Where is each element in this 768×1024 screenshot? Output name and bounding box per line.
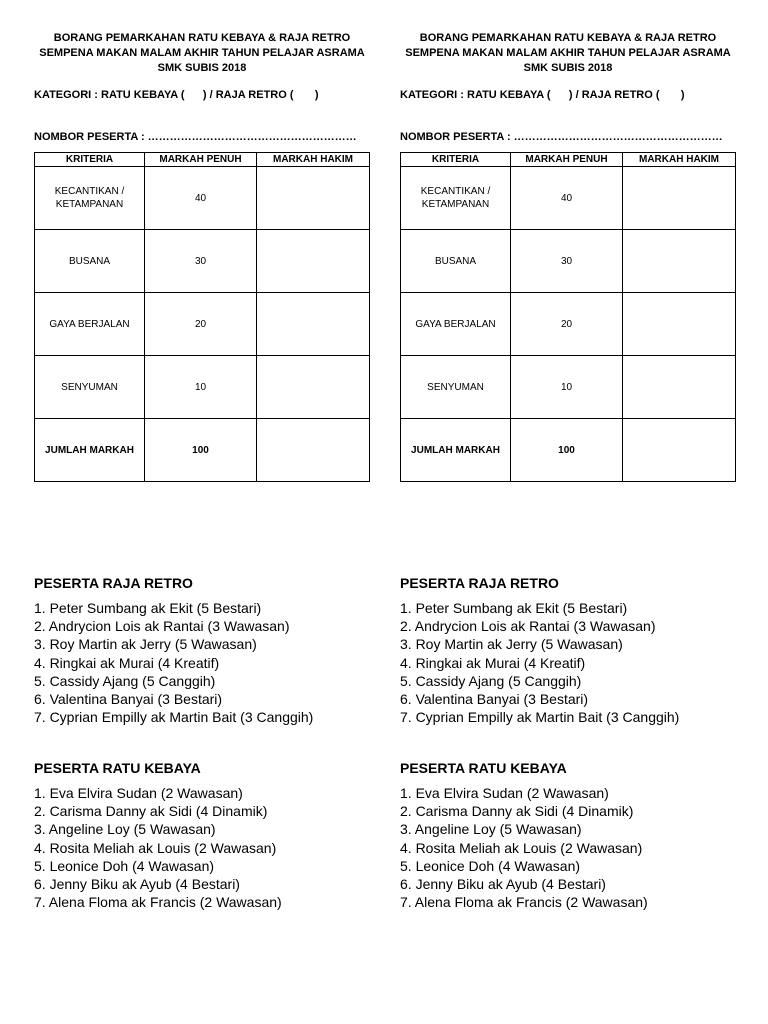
list-item: 6. Jenny Biku ak Ayub (4 Bestari) (34, 876, 240, 893)
markah-hakim-cell[interactable] (623, 167, 736, 230)
header-markah-hakim: MARKAH HAKIM (257, 153, 370, 167)
list-item: 1. Peter Sumbang ak Ekit (5 Bestari) (34, 600, 262, 616)
table-row (35, 230, 370, 293)
jumlah-markah-hakim[interactable] (257, 419, 370, 482)
ratu-kebaya-list (400, 784, 648, 911)
list-item: 7. Alena Floma ak Francis (2 Wawasan) (34, 894, 282, 911)
markah-hakim-cell[interactable] (623, 230, 736, 293)
markah-penuh-cell: 30 (145, 230, 257, 293)
nombor-peserta-field: NOMBOR PESERTA : ………………………………………………… (400, 131, 723, 143)
jumlah-markah-label: JUMLAH MARKAH (401, 419, 511, 482)
header-line-1: BORANG PEMARKAHAN RATU KEBAYA & RAJA RETRO (53, 32, 351, 44)
table-row (401, 230, 736, 293)
header-markah-hakim: MARKAH HAKIM (623, 153, 736, 167)
list-item: 6. Jenny Biku ak Ayub (4 Bestari) (400, 876, 606, 893)
raja-retro-list (34, 599, 313, 726)
markah-hakim-cell[interactable] (257, 356, 370, 419)
markah-hakim-cell[interactable] (623, 293, 736, 356)
form-header (400, 31, 736, 76)
ratu-kebaya-title: PESERTA RATU KEBAYA (34, 760, 201, 776)
kriteria-cell: GAYA BERJALAN (35, 293, 145, 356)
table-row (35, 293, 370, 356)
table-row (35, 167, 370, 230)
kriteria-cell: SENYUMAN (401, 356, 511, 419)
markah-penuh-cell: 10 (511, 356, 623, 419)
markah-hakim-cell[interactable] (623, 356, 736, 419)
header-line-2: SEMPENA MAKAN MALAM AKHIR TAHUN PELAJAR ASRAMA (39, 47, 365, 59)
table-row (35, 356, 370, 419)
raja-retro-title: PESERTA RAJA RETRO (400, 575, 559, 591)
list-item: 1. Eva Elvira Sudan (2 Wawasan) (34, 785, 243, 801)
list-item: 6. Valentina Banyai (3 Bestari) (34, 691, 223, 708)
list-item: 5. Cassidy Ajang (5 Canggih) (34, 672, 216, 689)
header-line-1: BORANG PEMARKAHAN RATU KEBAYA & RAJA RETRO (419, 32, 717, 44)
markah-penuh-cell: 20 (145, 293, 257, 356)
list-item: 5. Leonice Doh (4 Wawasan) (400, 857, 581, 874)
kategori-field: KATEGORI : RATU KEBAYA ( ) / RAJA RETRO ( ) (400, 89, 685, 101)
list-item: 3. Angeline Loy (5 Wawasan) (34, 821, 216, 838)
table-header-row (35, 153, 370, 167)
scoring-table (400, 152, 736, 482)
kriteria-cell: KECANTIKAN / KETAMPANAN (35, 167, 145, 230)
ratu-kebaya-title: PESERTA RATU KEBAYA (400, 760, 567, 776)
list-item: 2. Carisma Danny ak Sidi (4 Dinamik) (400, 803, 634, 820)
list-item: 3. Roy Martin ak Jerry (5 Wawasan) (34, 636, 257, 653)
list-item: 2. Carisma Danny ak Sidi (4 Dinamik) (34, 803, 268, 820)
jumlah-markah-label: JUMLAH MARKAH (35, 419, 145, 482)
list-item: 5. Leonice Doh (4 Wawasan) (34, 857, 215, 874)
markah-penuh-cell: 30 (511, 230, 623, 293)
list-item: 4. Rosita Meliah ak Louis (2 Wawasan) (34, 839, 277, 856)
raja-retro-title: PESERTA RAJA RETRO (34, 575, 193, 591)
list-item: 7. Cyprian Empilly ak Martin Bait (3 Canggih) (34, 709, 314, 726)
markah-penuh-cell: 40 (145, 167, 257, 230)
jumlah-markah-penuh: 100 (145, 419, 257, 482)
list-item: 4. Rosita Meliah ak Louis (2 Wawasan) (400, 839, 643, 856)
table-total-row (35, 419, 370, 482)
list-item: 1. Eva Elvira Sudan (2 Wawasan) (400, 785, 609, 801)
header-markah-penuh: MARKAH PENUH (145, 153, 257, 167)
table-row (401, 356, 736, 419)
list-item: 7. Cyprian Empilly ak Martin Bait (3 Canggih) (400, 709, 680, 726)
header-kriteria: KRITERIA (35, 153, 145, 167)
markah-penuh-cell: 20 (511, 293, 623, 356)
header-line-3: SMK SUBIS 2018 (523, 62, 613, 74)
list-item: 4. Ringkai ak Murai (4 Kreatif) (400, 654, 586, 671)
list-item: 6. Valentina Banyai (3 Bestari) (400, 691, 589, 708)
table-row (401, 293, 736, 356)
list-item: 5. Cassidy Ajang (5 Canggih) (400, 672, 582, 689)
list-item: 3. Angeline Loy (5 Wawasan) (400, 821, 582, 838)
ratu-kebaya-list (34, 784, 282, 911)
raja-retro-list (400, 599, 679, 726)
kriteria-cell: KECANTIKAN / KETAMPANAN (401, 167, 511, 230)
kategori-field: KATEGORI : RATU KEBAYA ( ) / RAJA RETRO ( ) (34, 89, 319, 101)
header-markah-penuh: MARKAH PENUH (511, 153, 623, 167)
markah-penuh-cell: 10 (145, 356, 257, 419)
markah-penuh-cell: 40 (511, 167, 623, 230)
list-item: 4. Ringkai ak Murai (4 Kreatif) (34, 654, 220, 671)
table-header-row (401, 153, 736, 167)
kriteria-cell: BUSANA (35, 230, 145, 293)
kriteria-cell: BUSANA (401, 230, 511, 293)
header-line-2: SEMPENA MAKAN MALAM AKHIR TAHUN PELAJAR ASRAMA (405, 47, 731, 59)
nombor-peserta-field: NOMBOR PESERTA : ………………………………………………… (34, 131, 357, 143)
kriteria-cell: SENYUMAN (35, 356, 145, 419)
header-kriteria: KRITERIA (401, 153, 511, 167)
kriteria-cell: GAYA BERJALAN (401, 293, 511, 356)
markah-hakim-cell[interactable] (257, 293, 370, 356)
table-row (401, 167, 736, 230)
jumlah-markah-hakim[interactable] (623, 419, 736, 482)
jumlah-markah-penuh: 100 (511, 419, 623, 482)
table-total-row (401, 419, 736, 482)
list-item: 3. Roy Martin ak Jerry (5 Wawasan) (400, 636, 623, 653)
scoring-table (34, 152, 370, 482)
list-item: 2. Andrycion Lois ak Rantai (3 Wawasan) (400, 618, 656, 635)
markah-hakim-cell[interactable] (257, 230, 370, 293)
form-header (34, 31, 370, 76)
list-item: 7. Alena Floma ak Francis (2 Wawasan) (400, 894, 648, 911)
header-line-3: SMK SUBIS 2018 (157, 62, 247, 74)
list-item: 2. Andrycion Lois ak Rantai (3 Wawasan) (34, 618, 290, 635)
list-item: 1. Peter Sumbang ak Ekit (5 Bestari) (400, 600, 628, 616)
markah-hakim-cell[interactable] (257, 167, 370, 230)
